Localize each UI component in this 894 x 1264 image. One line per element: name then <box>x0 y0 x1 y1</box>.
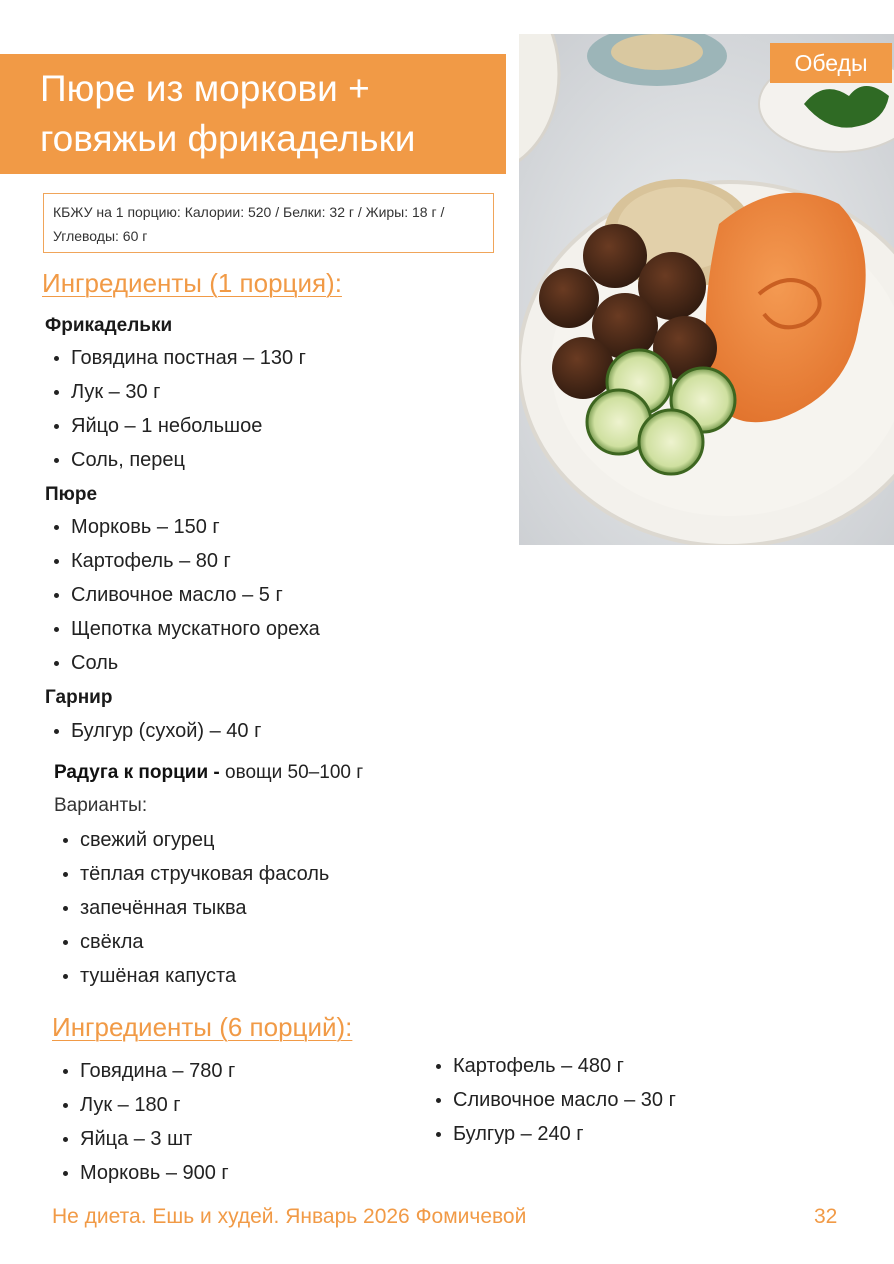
group-title-meatballs: Фрикадельки <box>45 315 173 336</box>
category-badge: Обеды <box>770 43 892 83</box>
list-item: Булгур – 240 г <box>427 1117 676 1151</box>
list-item: Говядина – 780 г <box>54 1054 235 1088</box>
rainbow-label: Радуга к порции - <box>54 762 220 783</box>
list-item: Лук – 180 г <box>54 1088 235 1122</box>
list-item: запечённая тыква <box>54 891 329 925</box>
page-number: 32 <box>814 1205 838 1228</box>
group-title-garnish: Гарнир <box>45 687 113 708</box>
list-item: свёкла <box>54 925 329 959</box>
list-item: Лук – 30 г <box>45 375 306 409</box>
list-item: Яйца – 3 шт <box>54 1122 235 1156</box>
list-item: Щепотка мускатного ореха <box>45 612 320 646</box>
list-item: Картофель – 480 г <box>427 1049 676 1083</box>
list-item: Сливочное масло – 30 г <box>427 1083 676 1117</box>
six-portions-right-list <box>427 1049 676 1151</box>
meatballs-list <box>45 341 306 477</box>
group-title-puree: Пюре <box>45 484 98 505</box>
list-item: Яйцо – 1 небольшое <box>45 409 306 443</box>
list-item: Сливочное масло – 5 г <box>45 578 320 612</box>
recipe-title-line-2: говяжьи фрикадельки <box>40 118 416 159</box>
list-item: Морковь – 150 г <box>45 510 320 544</box>
list-item: тёплая стручковая фасоль <box>54 857 329 891</box>
dish-photo <box>519 34 894 545</box>
variants-label: Варианты: <box>54 795 148 816</box>
list-item: Соль <box>45 646 320 680</box>
footer-text: Не диета. Ешь и худей. Январь 2026 Фомичевой <box>52 1205 527 1228</box>
dish-illustration <box>519 34 894 545</box>
six-portions-left-list <box>54 1054 235 1190</box>
list-item: Картофель – 80 г <box>45 544 320 578</box>
list-item: Говядина постная – 130 г <box>45 341 306 375</box>
recipe-title-line-1: Пюре из моркови + <box>40 68 370 109</box>
rainbow-line <box>54 759 363 787</box>
list-item: тушёная капуста <box>54 959 329 993</box>
ingredients-six-heading: Ингредиенты (6 порций): <box>52 1012 353 1042</box>
rainbow-text: овощи 50–100 г <box>219 762 364 783</box>
nutrition-info: КБЖУ на 1 порцию: Калории: 520 / Белки: 32 г / Жиры: 18 г / Углеводы: 60 г <box>43 193 494 253</box>
list-item: свежий огурец <box>54 823 329 857</box>
list-item: Булгур (сухой) – 40 г <box>45 714 261 748</box>
title-banner <box>0 54 506 174</box>
ingredients-single-heading: Ингредиенты (1 порция): <box>42 268 342 298</box>
list-item: Соль, перец <box>45 443 306 477</box>
puree-list <box>45 510 320 680</box>
garnish-list <box>45 714 261 748</box>
list-item: Морковь – 900 г <box>54 1156 235 1190</box>
variants-list <box>54 823 329 993</box>
